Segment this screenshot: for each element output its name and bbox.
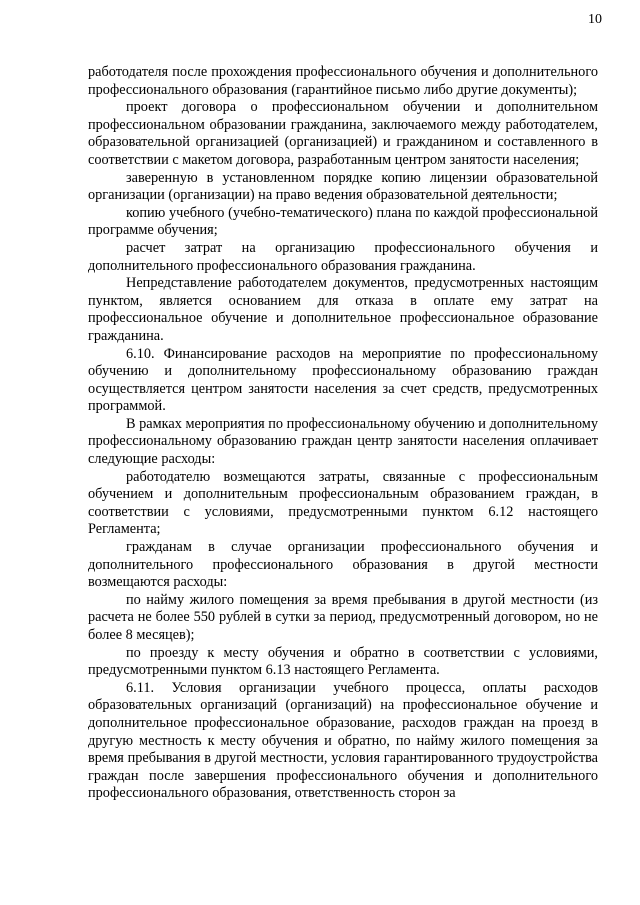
paragraph: расчет затрат на организацию профессионального обучения и дополнительного профессионального образования гражданина. [88,239,598,274]
paragraph: по проезду к месту обучения и обратно в соответствии с условиями, предусмотренными пунктом 6.13 настоящего Регламента. [88,644,598,679]
paragraph: работодателю возмещаются затраты, связанные с профессиональным обучением и дополнительным профессиональным образованием граждан, в соответствии с условиями, предусмотренными пунктом 6.12 настоящего Регламента; [88,468,598,538]
paragraph: 6.10. Финансирование расходов на мероприятие по профессиональному обучению и дополнительному профессиональному образованию граждан осуществляется центром занятости населения за счет средств, предусмотренных программой. [88,345,598,415]
paragraph: проект договора о профессиональном обучении и дополнительном профессиональном образовании гражданина, заключаемого между работодателем, образовательной организацией (организацией) и гражданином и составленного в соответствии с макетом договора, разработанным центром занятости населения; [88,99,598,168]
paragraph: 6.11. Условия организации учебного процесса, оплаты расходов образовательных организаций (организаций) на профессиональное обучение и дополнительное профессиональное образование, расходов граждан на проезд в другую местность к месту обучения и обратно, по найму жилого помещения за время пребывания в другой местности, условия гарантированного трудоустройства граждан после завершения профессионального обучения и дополнительного профессионального образования, ответственность сторон за [88,679,598,802]
paragraph: В рамках мероприятия по профессиональному обучению и дополнительному профессиональному образованию граждан центр занятости населения оплачивает следующие расходы: [88,415,598,468]
paragraph: гражданам в случае организации профессионального обучения и дополнительного профессионального образования в другой местности возмещаются расходы: [88,539,598,591]
paragraph: заверенную в установленном порядке копию лицензии образовательной организации (организации) на право ведения образовательной деятельности; [88,169,598,204]
paragraph: по найму жилого помещения за время пребывания в другой местности (из расчета не более 550 рублей в сутки за период, предусмотренный договором, но не более 8 месяцев); [88,591,598,643]
document-body [88,64,598,803]
page-number: 10 [588,12,602,27]
paragraph: работодателя после прохождения профессионального обучения и дополнительного профессионального образования (гарантийное письмо либо другие документы); [88,64,598,98]
paragraph: Непредставление работодателем документов, предусмотренных настоящим пунктом, является основанием для отказа в оплате ему затрат на профессиональное обучение и дополнительное профессиональное образование гражданина. [88,275,598,344]
paragraph: копию учебного (учебно-тематического) плана по каждой профессиональной программе обучения; [88,204,598,239]
